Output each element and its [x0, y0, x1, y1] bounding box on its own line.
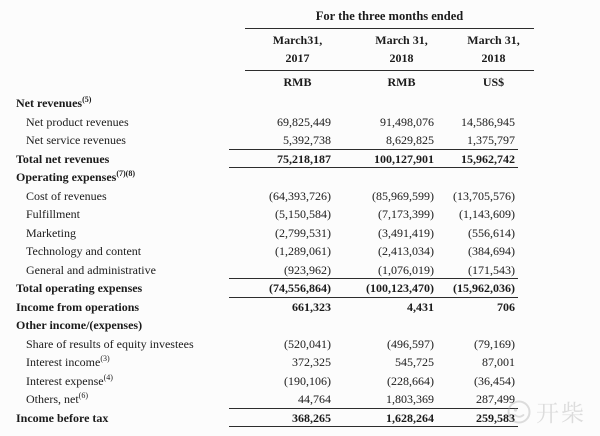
row-label-text: Cost of revenues — [26, 188, 107, 203]
watermark-text: 开柴 — [536, 400, 586, 426]
span-header: For the three months ended — [245, 8, 534, 29]
row-label-text: Marketing — [26, 225, 76, 240]
value-cell: (923,962) — [229, 261, 334, 280]
row-label — [0, 390, 229, 409]
value-cell: 1,803,369 — [334, 390, 437, 409]
value-cell — [229, 168, 334, 187]
value-cell: (64,393,726) — [269, 188, 331, 203]
table-row — [0, 224, 600, 243]
row-label — [0, 316, 229, 335]
row-label — [0, 224, 229, 243]
value-cell: (85,969,599) — [372, 188, 434, 203]
value-cell: 8,629,825 — [334, 131, 437, 150]
row-label-text: Operating expenses — [16, 170, 117, 184]
row-label-text: Total operating expenses — [16, 281, 143, 295]
value-cell: (13,705,576) — [453, 188, 515, 203]
value-cell: (496,597) — [387, 336, 434, 351]
value-cell — [437, 316, 518, 335]
row-label-text: General and administrative — [26, 262, 156, 277]
row-label-sup: (5) — [82, 95, 92, 104]
value-cell: (7,173,399) — [378, 207, 434, 221]
value-cell: (15,962,036) — [437, 279, 518, 298]
value-cell: 287,499 — [437, 390, 518, 409]
row-label — [0, 335, 229, 354]
table-header — [0, 0, 600, 92]
value-cell: 259,583 — [437, 409, 518, 428]
row-label — [0, 113, 229, 132]
row-label — [0, 353, 229, 372]
row-label-text: Net product revenues — [26, 114, 129, 129]
row-label — [0, 131, 229, 150]
currency-header-row — [245, 71, 534, 92]
value-cell: (520,041) — [284, 336, 331, 351]
table-row — [0, 390, 600, 409]
row-label — [0, 242, 229, 261]
table-row — [0, 94, 600, 113]
table-row — [0, 353, 600, 372]
value-cell — [334, 316, 437, 335]
table-row — [0, 187, 600, 206]
row-label — [0, 409, 229, 428]
value-cell: 44,764 — [229, 390, 334, 409]
currency-label: RMB — [283, 75, 312, 89]
table-row — [0, 113, 600, 132]
row-label-text: Share of results of equity investees — [26, 336, 194, 351]
row-label-text: Net service revenues — [26, 133, 126, 147]
value-cell: (74,556,864) — [229, 279, 334, 298]
value-cell — [334, 94, 437, 113]
value-cell: 87,001 — [482, 355, 515, 369]
table-row — [0, 205, 600, 224]
table-row — [0, 335, 600, 354]
value-cell: 4,431 — [407, 299, 434, 314]
row-label-text: Net revenues — [16, 96, 83, 110]
column-header-date — [350, 31, 453, 67]
value-cell: 372,325 — [292, 355, 331, 369]
value-cell — [229, 316, 334, 335]
value-cell: (556,614) — [468, 225, 515, 240]
value-cell: 15,962,742 — [437, 150, 518, 169]
value-cell: (100,123,470) — [334, 279, 437, 298]
value-cell: 5,392,738 — [229, 131, 334, 150]
date-line2: 2017 — [285, 51, 310, 65]
value-cell — [437, 94, 518, 113]
currency-label: US$ — [482, 75, 505, 89]
row-label-sup: (3) — [100, 354, 110, 363]
value-cell: (1,143,609) — [459, 207, 515, 221]
row-label — [0, 261, 229, 280]
column-header-date — [245, 31, 350, 67]
value-cell: (171,543) — [437, 261, 518, 280]
value-cell: 69,825,449 — [277, 114, 331, 129]
row-label-sup: (7)(8) — [116, 169, 135, 178]
value-cell: (79,169) — [474, 336, 515, 351]
date-header-row — [245, 29, 534, 71]
value-cell: (384,694) — [468, 244, 515, 258]
row-label-text: Interest expense — [26, 373, 104, 388]
value-cell: 1,375,797 — [437, 131, 518, 150]
value-cell: (2,799,531) — [275, 225, 331, 240]
table-row — [0, 372, 600, 391]
value-cell: 368,265 — [229, 409, 334, 428]
row-label — [0, 298, 229, 317]
column-header-date — [453, 31, 534, 67]
value-cell: (1,076,019) — [334, 261, 437, 280]
row-label-text: Total net revenues — [16, 151, 110, 166]
value-cell: (1,289,061) — [275, 244, 331, 258]
row-label-text: Income before tax — [16, 410, 109, 425]
value-cell: 75,218,187 — [229, 150, 334, 169]
table-body — [0, 94, 600, 427]
row-label-text: Other income/(expenses) — [16, 318, 143, 332]
row-label-sup: (6) — [78, 391, 88, 400]
date-line1: March 31, — [375, 33, 428, 47]
table-row — [0, 279, 600, 298]
value-cell: 91,498,076 — [380, 114, 434, 129]
date-line1: March31, — [272, 33, 323, 47]
row-label-text: Others, net — [26, 392, 79, 406]
table-row — [0, 242, 600, 261]
value-cell: (2,413,034) — [378, 244, 434, 258]
table-row — [0, 168, 600, 187]
value-cell: 661,323 — [292, 299, 331, 314]
value-cell — [229, 94, 334, 113]
date-line1: March 31, — [467, 33, 520, 47]
table-row — [0, 409, 600, 428]
value-cell: (36,454) — [474, 373, 515, 388]
value-cell — [334, 168, 437, 187]
table-row — [0, 131, 600, 150]
value-cell: (5,150,584) — [275, 207, 331, 221]
value-cell — [437, 168, 518, 187]
currency-label: RMB — [387, 75, 416, 89]
value-cell: (3,491,419) — [378, 225, 434, 240]
row-label-text: Income from operations — [16, 299, 140, 314]
row-label-sup: (4) — [103, 372, 113, 382]
row-label — [0, 187, 229, 206]
value-cell: (190,106) — [284, 373, 331, 388]
row-label — [0, 168, 229, 187]
value-cell: 545,725 — [395, 355, 434, 369]
table-row — [0, 316, 600, 335]
row-label-text: Technology and content — [26, 244, 142, 258]
table-row — [0, 261, 600, 280]
value-cell: (228,664) — [387, 373, 434, 388]
row-label — [0, 205, 229, 224]
row-label — [0, 94, 229, 113]
row-label — [0, 150, 229, 169]
value-cell: 1,628,264 — [334, 409, 437, 428]
date-line2: 2018 — [481, 51, 506, 65]
value-cell: 14,586,945 — [461, 114, 515, 129]
row-label-text: Interest income — [26, 355, 101, 369]
value-cell: 706 — [497, 299, 515, 314]
table-row — [0, 150, 600, 169]
row-label — [0, 279, 229, 298]
table-row — [0, 298, 600, 317]
row-label — [0, 372, 229, 391]
row-label-text: Fulfillment — [26, 207, 80, 221]
value-cell: 100,127,901 — [334, 150, 437, 169]
date-line2: 2018 — [389, 51, 414, 65]
